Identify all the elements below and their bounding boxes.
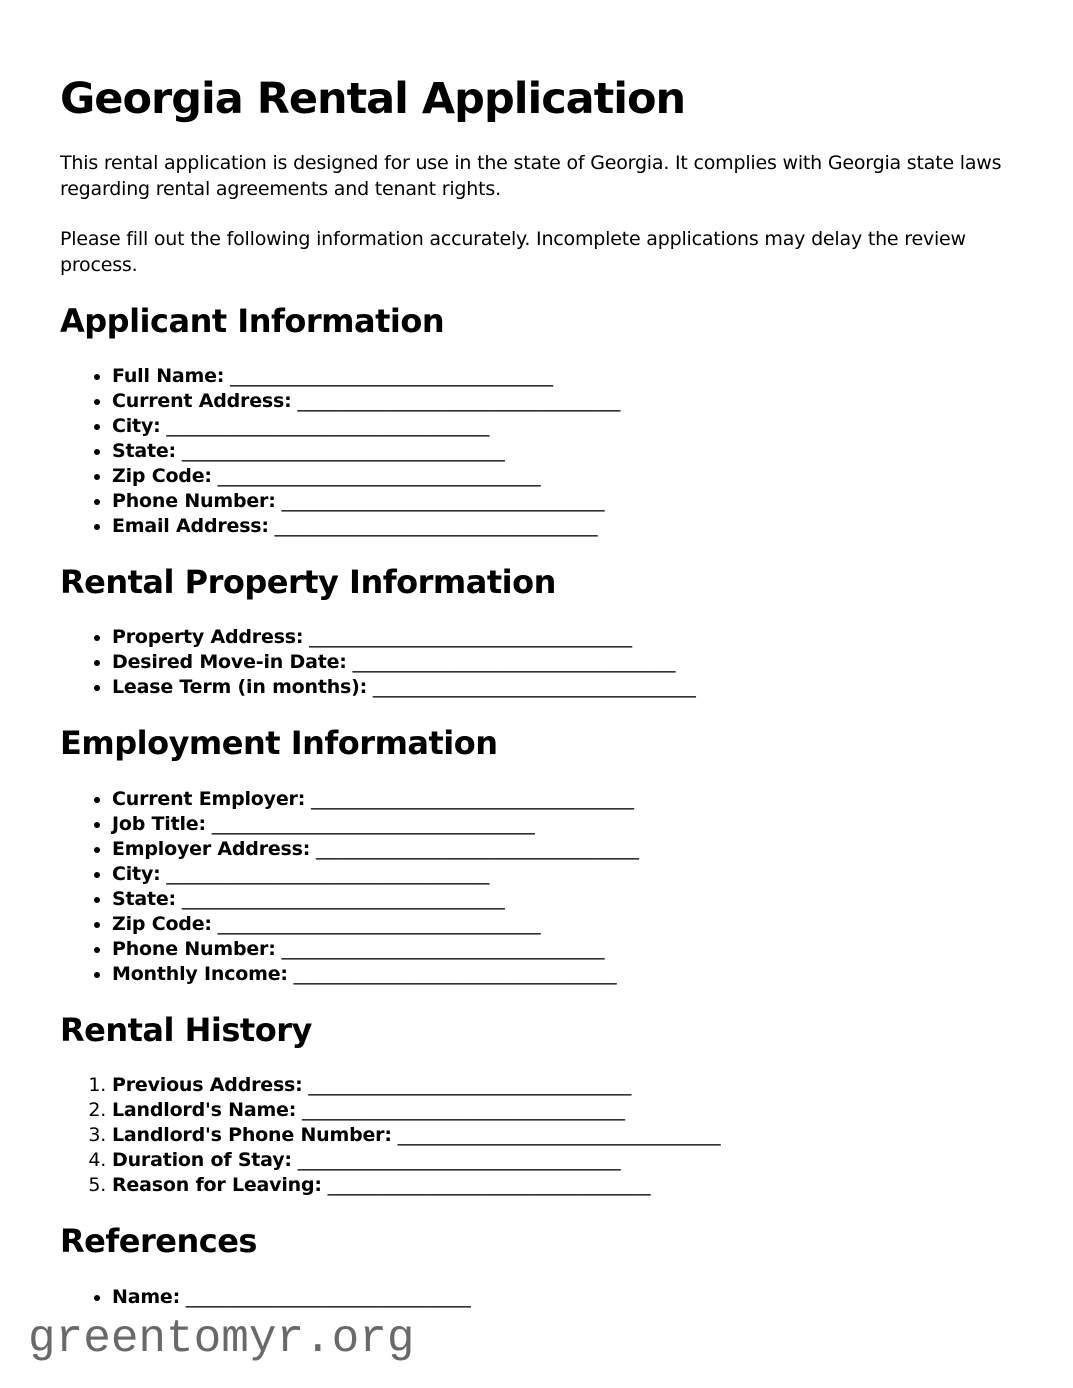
field-blank-line: __________________________________ [310,787,634,810]
section-heading-applicant-information: Applicant Information [60,301,445,340]
section-rental-property-information [60,563,1013,700]
field-phone-number [112,489,1013,514]
section-references [60,1222,1013,1309]
field-blank-line: __________________________________ [217,912,541,935]
section-rental-history [60,1011,1013,1198]
field-label: Landlord's Name: [112,1099,297,1122]
section-heading-rental-property-information: Rental Property Information [60,562,556,601]
field-blank-line: __________________________________ [166,862,490,885]
field-label: Lease Term (in months): [112,676,368,699]
intro-paragraph-1: This rental application is designed for use in the state of Georgia. It complies with Georgia state laws regarding rental agreements and tenant rights. [60,151,1002,200]
field-current-address [112,389,1013,414]
field-label: Desired Move-in Date: [112,651,347,674]
field-label: State: [112,887,176,910]
field-landlords-phone-number [112,1123,1013,1148]
field-blank-line: ______________________________ [185,1285,471,1308]
field-label: State: [112,439,176,462]
field-desired-move-in-date [112,650,1013,675]
field-blank-line: __________________________________ [181,887,505,910]
field-employer-zip-code [112,912,1013,937]
field-current-employer [112,787,1013,812]
field-label: Monthly Income: [112,962,288,985]
field-lease-term [112,675,1013,700]
field-blank-line: __________________________________ [352,651,676,674]
field-label: Current Address: [112,389,292,412]
field-label: Duration of Stay: [112,1149,292,1172]
field-blank-line: __________________________________ [297,389,621,412]
field-blank-line: __________________________________ [281,489,605,512]
field-label: Email Address: [112,514,269,537]
watermark-greentomyr: greentomyr.org [28,1313,415,1365]
rental-property-field-list [60,625,1013,700]
field-city [112,414,1013,439]
applicant-field-list [60,364,1013,539]
field-blank-line: __________________________________ [211,812,535,835]
field-label: Zip Code: [112,464,212,487]
field-state [112,439,1013,464]
field-blank-line: __________________________________ [181,439,505,462]
references-field-list [60,1285,1013,1310]
field-label: Phone Number: [112,489,276,512]
field-email-address [112,514,1013,539]
field-blank-line: __________________________________ [230,364,554,387]
field-blank-line: __________________________________ [293,962,617,985]
field-label: Landlord's Phone Number: [112,1124,392,1147]
employment-field-list [60,787,1013,987]
field-landlords-name [112,1098,1013,1123]
field-label: Previous Address: [112,1074,303,1097]
intro-paragraph-2: Please fill out the following information accurately. Incomplete applications may delay the review process. [60,227,966,276]
field-blank-line: __________________________________ [301,1099,625,1122]
field-duration-of-stay [112,1148,1013,1173]
field-blank-line: __________________________________ [327,1174,651,1197]
field-blank-line: __________________________________ [297,1149,621,1172]
field-blank-line: __________________________________ [281,937,605,960]
field-blank-line: __________________________________ [308,1074,632,1097]
field-label: Reason for Leaving: [112,1174,322,1197]
section-heading-references: References [60,1222,257,1261]
section-heading-employment-information: Employment Information [60,724,498,763]
field-property-address [112,625,1013,650]
section-applicant-information [60,302,1013,539]
section-heading-rental-history: Rental History [60,1010,312,1049]
field-blank-line: __________________________________ [397,1124,721,1147]
field-label: Current Employer: [112,787,306,810]
field-employer-state [112,887,1013,912]
field-label: City: [112,414,161,437]
field-label: Job Title: [112,812,206,835]
field-blank-line: __________________________________ [309,626,633,649]
field-label: Full Name: [112,364,225,387]
document-title: Georgia Rental Application [60,74,686,124]
field-blank-line: __________________________________ [316,837,640,860]
field-blank-line: __________________________________ [274,514,598,537]
field-monthly-income [112,962,1013,987]
field-job-title [112,812,1013,837]
field-employer-city [112,862,1013,887]
field-label: Zip Code: [112,912,212,935]
field-label: Property Address: [112,626,304,649]
field-blank-line: __________________________________ [217,464,541,487]
field-employer-phone-number [112,937,1013,962]
field-blank-line: __________________________________ [372,676,696,699]
field-reason-for-leaving [112,1173,1013,1198]
field-reference-name [112,1285,1013,1310]
rental-history-field-list [60,1073,1013,1198]
field-previous-address [112,1073,1013,1098]
field-label: Phone Number: [112,937,276,960]
field-full-name [112,364,1013,389]
field-zip-code [112,464,1013,489]
field-employer-address [112,837,1013,862]
field-blank-line: __________________________________ [166,414,490,437]
field-label: Name: [112,1285,181,1308]
field-label: City: [112,862,161,885]
field-label: Employer Address: [112,837,311,860]
section-employment-information [60,724,1013,986]
